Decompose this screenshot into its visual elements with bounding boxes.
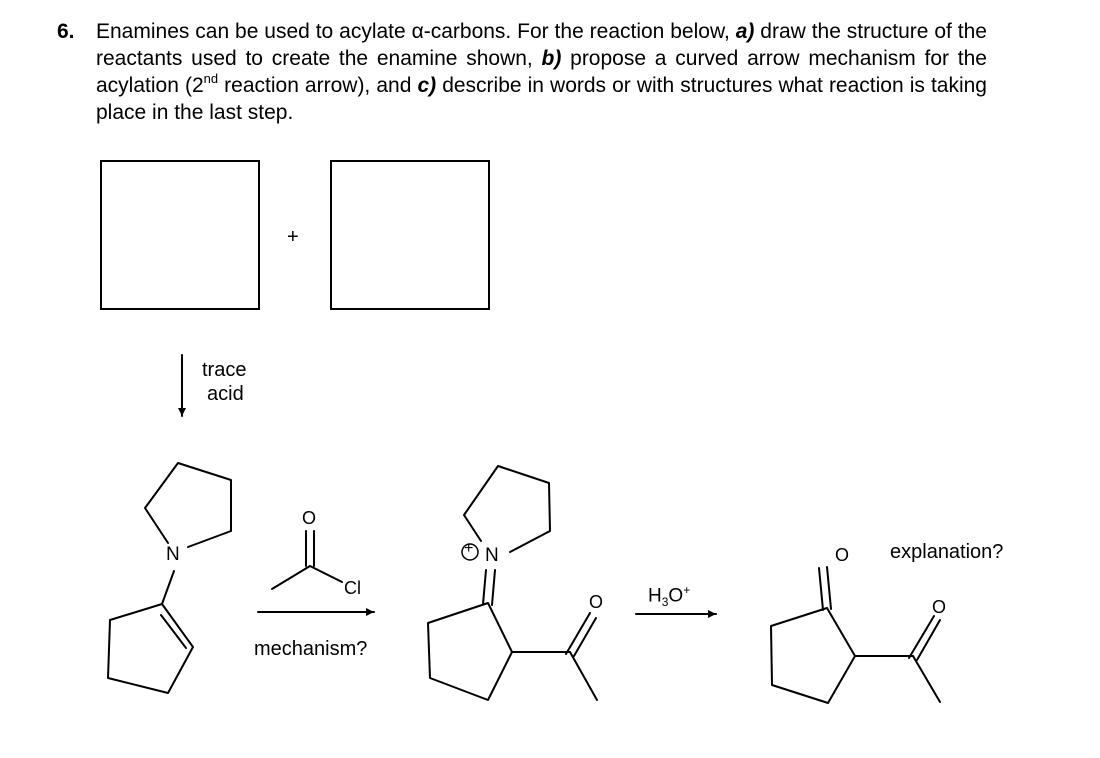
acetyl-chloride	[272, 531, 342, 589]
question-number: 6.	[57, 20, 75, 43]
question-text-a: Enamines can be used to acylate	[96, 20, 412, 43]
enamine-n-c-bond	[162, 571, 174, 604]
acid-label: acid	[207, 383, 244, 405]
part-a-label: a)	[735, 20, 755, 43]
enamine-nitrogen: N	[166, 544, 180, 565]
question-text-b: -carbons. For the reaction below,	[423, 20, 736, 43]
iminium-acyl-group	[512, 613, 597, 700]
part-b-label: b)	[541, 47, 562, 70]
enamine-cyclopentene-ring	[108, 604, 193, 693]
enamine-pyrrolidine-ring	[145, 463, 231, 547]
product-oxygen-ring: O	[835, 545, 850, 565]
product-ketone-group	[819, 567, 831, 610]
superscript-nd: nd	[203, 71, 219, 86]
h3o-sub: 3	[661, 595, 669, 610]
iminium-cyclopentane-ring	[428, 603, 512, 700]
question-text-d: propose a curved arrow mechanism for the acylation (2	[96, 47, 987, 97]
mechanism-label: mechanism?	[254, 638, 368, 660]
h3o-sup: +	[683, 583, 691, 597]
trace-label: trace	[202, 359, 247, 381]
question-text-f: describe in words or with structures what reaction is taking place in the last step.	[96, 74, 987, 124]
plus-sign: +	[287, 226, 299, 248]
acetyl-chlorine: Cl	[344, 578, 361, 598]
iminium-nitrogen: N	[485, 545, 499, 566]
iminium-pyrrolidine-ring	[464, 466, 550, 552]
iminium-oxygen: O	[589, 592, 604, 612]
alpha-symbol: α	[411, 20, 424, 43]
product-acyl-group	[855, 616, 940, 702]
explanation-label: explanation?	[890, 541, 1004, 563]
question-text-e: reaction arrow), and	[218, 74, 418, 97]
h3o-reagent	[648, 583, 690, 609]
product-oxygen-acyl: O	[932, 597, 947, 617]
h3o-o: O	[668, 585, 684, 607]
acetyl-oxygen: O	[302, 508, 317, 528]
product-cyclopentane-ring	[771, 608, 855, 703]
iminium-cn-double-bond	[483, 570, 495, 605]
iminium-charge: +	[464, 540, 474, 557]
question-text-c: draw the structure of the reactants used to create the enamine shown,	[96, 20, 987, 70]
part-c-label: c)	[417, 74, 437, 97]
h3o-h: H	[648, 585, 662, 607]
